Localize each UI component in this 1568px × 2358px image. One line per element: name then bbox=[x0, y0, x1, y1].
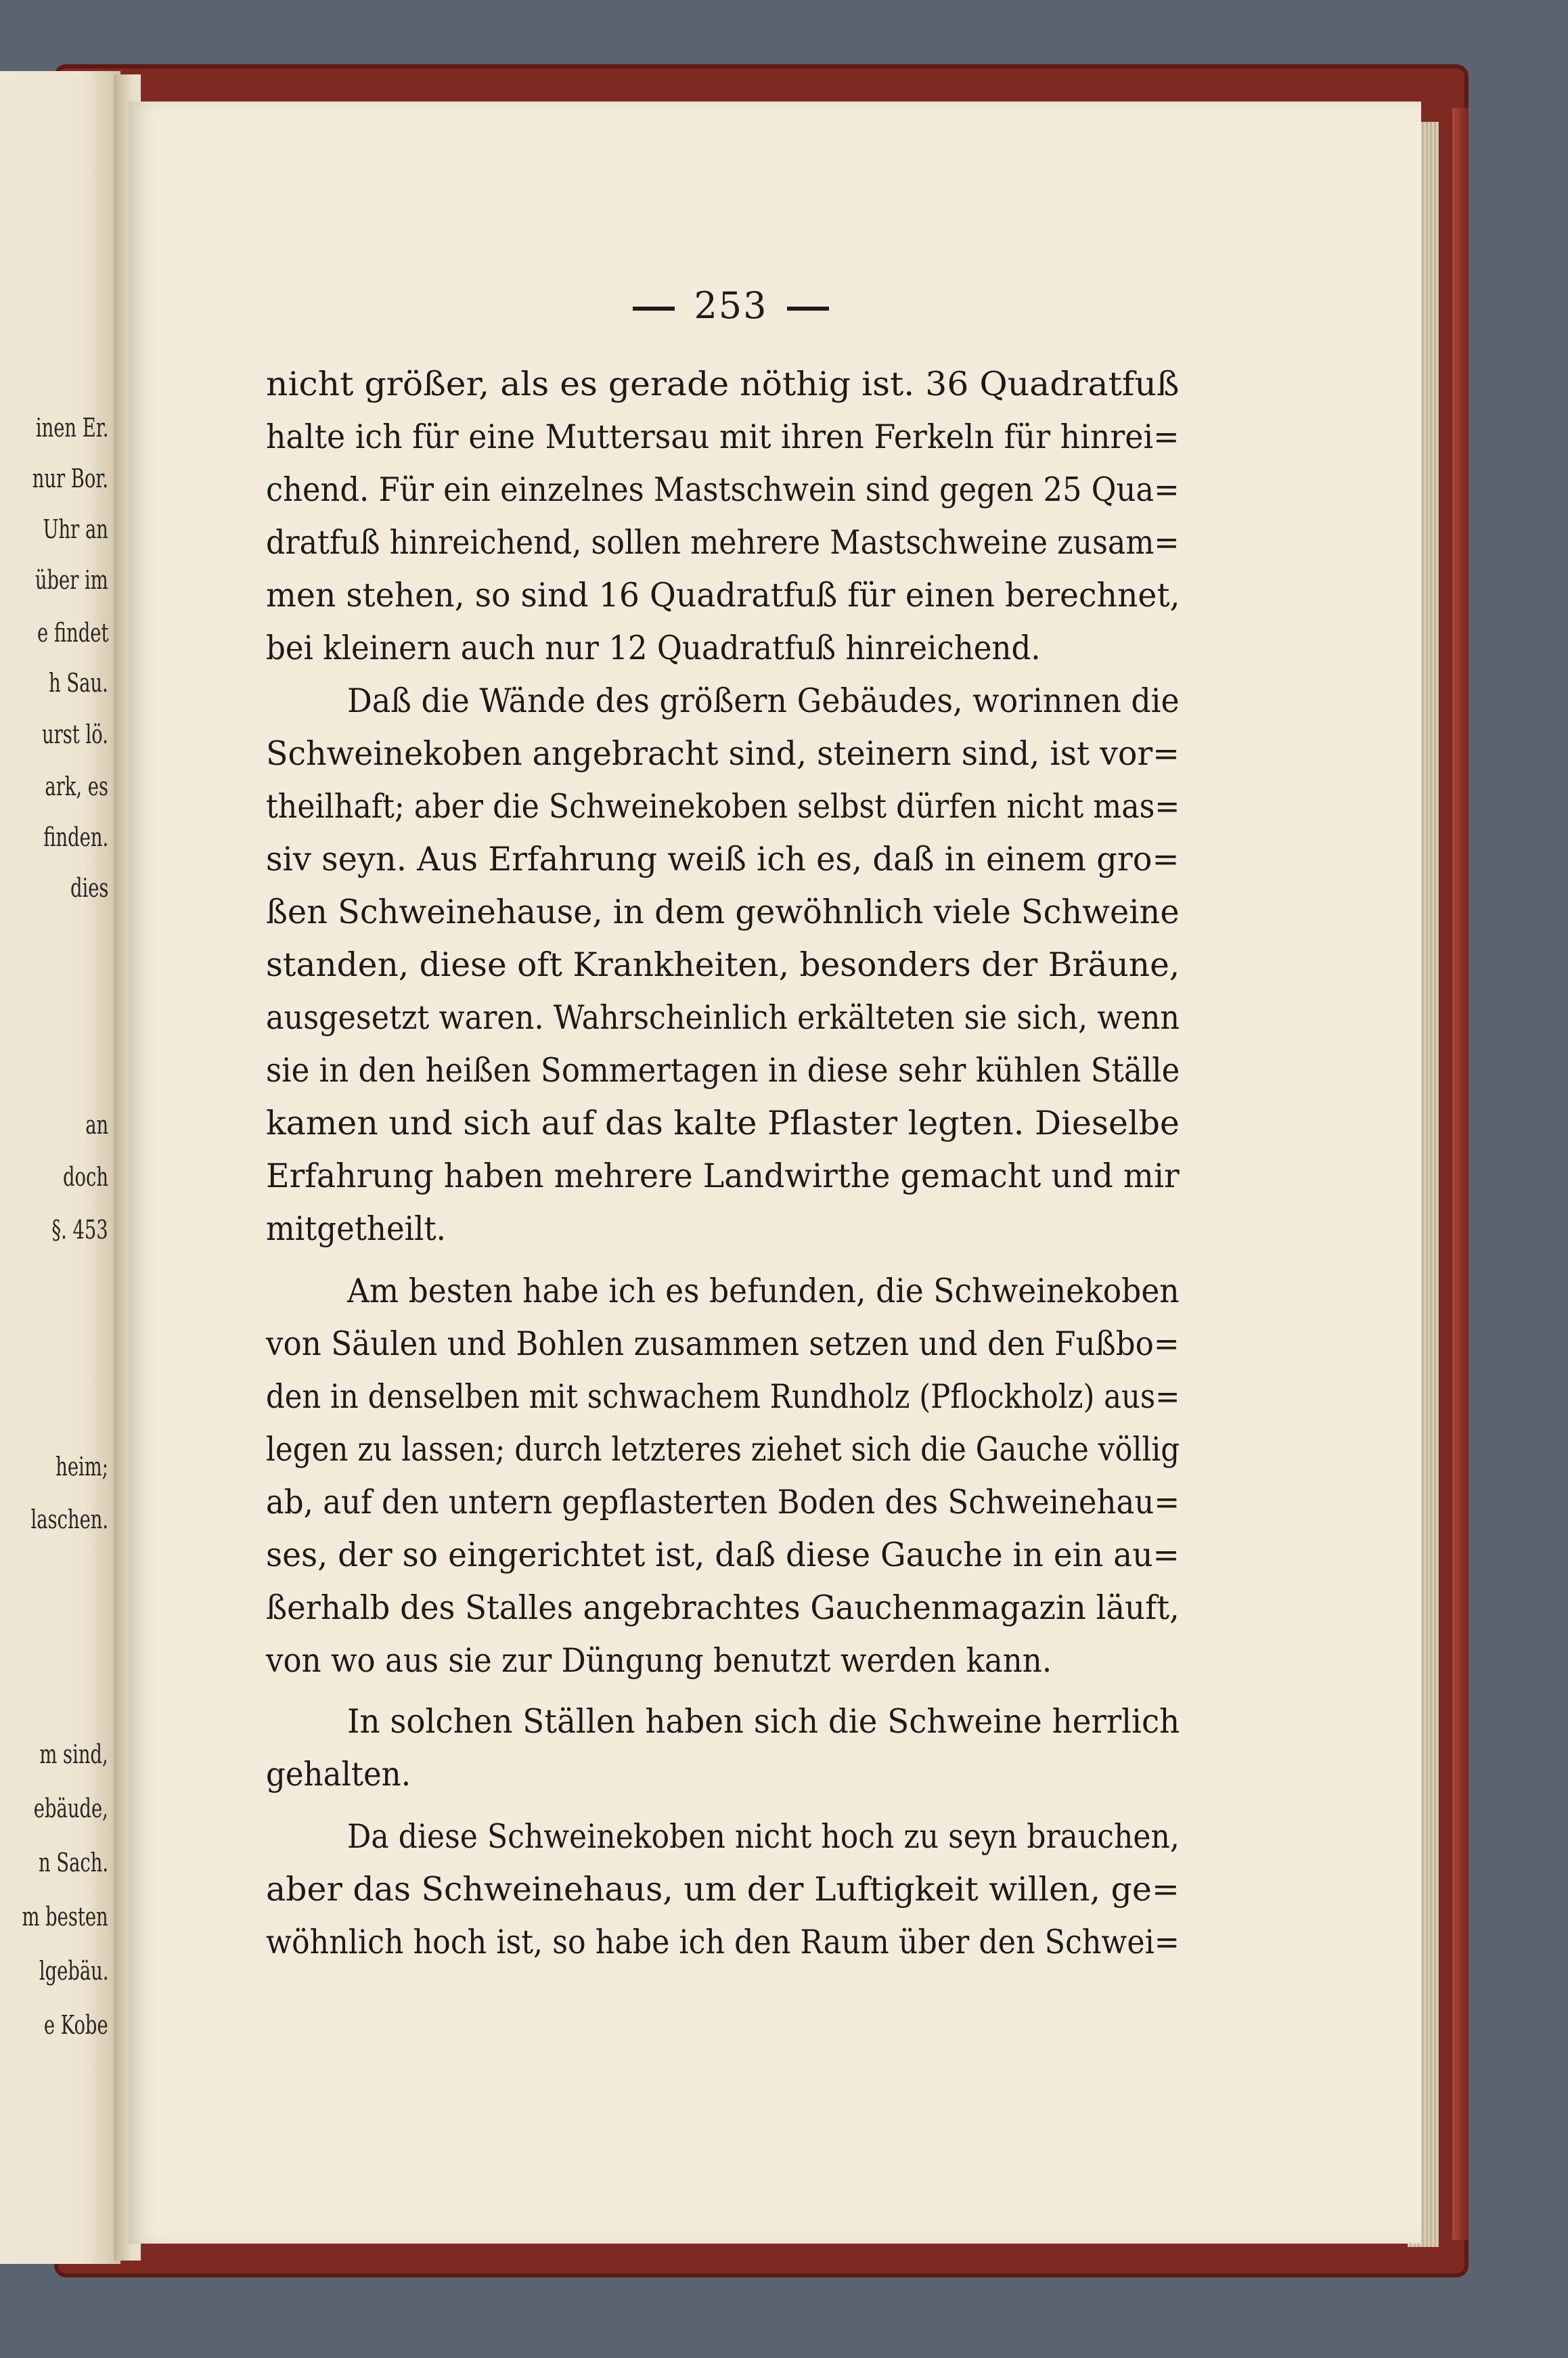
left-fragment: urst lö. bbox=[42, 719, 108, 749]
left-fragment: inen Er. bbox=[35, 413, 108, 443]
left-fragment: nur Bor. bbox=[32, 464, 108, 493]
left-fragment: m sind, bbox=[39, 1739, 108, 1769]
left-fragment: über im bbox=[35, 565, 108, 595]
text-line: sie in den heißen Sommertagen in diese sehr kühlen Ställe bbox=[266, 1051, 1180, 1090]
left-fragment: ark, es bbox=[45, 772, 108, 801]
text-line: dratfuß hinreichend, sollen mehrere Mastschweine zusam= bbox=[266, 523, 1180, 562]
left-fragment: finden. bbox=[43, 822, 108, 852]
text-line: siv seyn. Aus Erfahrung weiß ich es, daß in einem gro= bbox=[266, 840, 1180, 878]
page-number bbox=[609, 284, 853, 327]
text-line: ßen Schweinehause, in dem gewöhnlich viele Schweine bbox=[266, 893, 1180, 931]
text-line: men stehen, so sind 16 Quadratfuß für einen berechnet, bbox=[266, 576, 1180, 615]
text-line: wöhnlich hoch ist, so habe ich den Raum über den Schwei= bbox=[266, 1923, 1180, 1961]
page-number-value: 253 bbox=[694, 284, 768, 327]
text-line: nicht größer, als es gerade nöthig ist. 36 Quadratfuß bbox=[266, 365, 1180, 403]
text-line: ßerhalb des Stalles angebrachtes Gauchenmagazin läuft, bbox=[266, 1588, 1180, 1627]
text-line: Daß die Wände des größern Gebäudes, worinnen die bbox=[347, 682, 1180, 720]
page-number-dash-right bbox=[787, 307, 829, 311]
text-line: theilhaft; aber die Schweinekoben selbst dürfen nicht mas= bbox=[266, 787, 1180, 826]
left-fragment: heim; bbox=[55, 1452, 108, 1482]
text-line: mitgetheilt. bbox=[266, 1209, 446, 1248]
text-line: halte ich für eine Muttersau mit ihren Ferkeln für hinrei= bbox=[266, 418, 1180, 456]
text-line: ab, auf den untern gepflasterten Boden des Schweinehau= bbox=[266, 1483, 1180, 1521]
left-fragment: doch bbox=[63, 1162, 108, 1192]
text-line: standen, diese oft Krankheiten, besonders der Bräune, bbox=[266, 946, 1180, 984]
text-line: legen zu lassen; durch letzteres ziehet sich die Gauche völlig bbox=[266, 1430, 1180, 1469]
text-line: den in denselben mit schwachem Rundholz (Pflockholz) aus= bbox=[266, 1377, 1180, 1416]
text-line: bei kleinern auch nur 12 Quadratfuß hinreichend. bbox=[266, 629, 1041, 667]
left-fragment: m besten bbox=[22, 1902, 108, 1932]
left-fragment: h Sau. bbox=[49, 668, 108, 698]
text-line: chend. Für ein einzelnes Mastschwein sind gegen 25 Qua= bbox=[266, 470, 1180, 509]
left-fragment: ebäude, bbox=[33, 1794, 108, 1823]
text-line: Am besten habe ich es befunden, die Schweinekoben bbox=[347, 1272, 1180, 1310]
text-line: von wo aus sie zur Düngung benutzt werden kann. bbox=[266, 1641, 1052, 1680]
left-fragment: e Kobe bbox=[44, 2010, 108, 2040]
text-line: In solchen Ställen haben sich die Schweine herrlich bbox=[347, 1702, 1180, 1741]
left-fragment: n Sach. bbox=[38, 1848, 108, 1877]
text-line: von Säulen und Bohlen zusammen setzen und den Fußbo= bbox=[266, 1325, 1180, 1363]
page-number-dash-left bbox=[633, 307, 675, 311]
left-page bbox=[0, 71, 120, 2264]
cover-edge bbox=[1452, 108, 1469, 2240]
left-fragment: an bbox=[85, 1110, 108, 1140]
text-line: kamen und sich auf das kalte Pflaster legten. Dieselbe bbox=[266, 1104, 1180, 1142]
left-fragment: §. 453 bbox=[51, 1215, 108, 1245]
left-fragment: e findet bbox=[37, 618, 108, 648]
text-line: ausgesetzt waren. Wahrscheinlich erkälteten sie sich, wenn bbox=[266, 998, 1180, 1037]
left-fragment: dies bbox=[70, 873, 108, 903]
text-line: Erfahrung haben mehrere Landwirthe gemacht und mir bbox=[266, 1157, 1180, 1195]
text-line: gehalten. bbox=[266, 1755, 411, 1794]
left-fragment: lgebäu. bbox=[39, 1956, 108, 1986]
left-fragment: Uhr an bbox=[43, 514, 108, 544]
text-line: ses, der so eingerichtet ist, daß diese Gauche in ein au= bbox=[266, 1536, 1180, 1574]
text-line: Da diese Schweinekoben nicht hoch zu seyn brauchen, bbox=[347, 1817, 1180, 1856]
text-line: Schweinekoben angebracht sind, steinern sind, ist vor= bbox=[266, 734, 1180, 773]
text-line: aber das Schweinehaus, um der Luftigkeit willen, ge= bbox=[266, 1870, 1180, 1909]
left-fragment: laschen. bbox=[30, 1505, 108, 1534]
